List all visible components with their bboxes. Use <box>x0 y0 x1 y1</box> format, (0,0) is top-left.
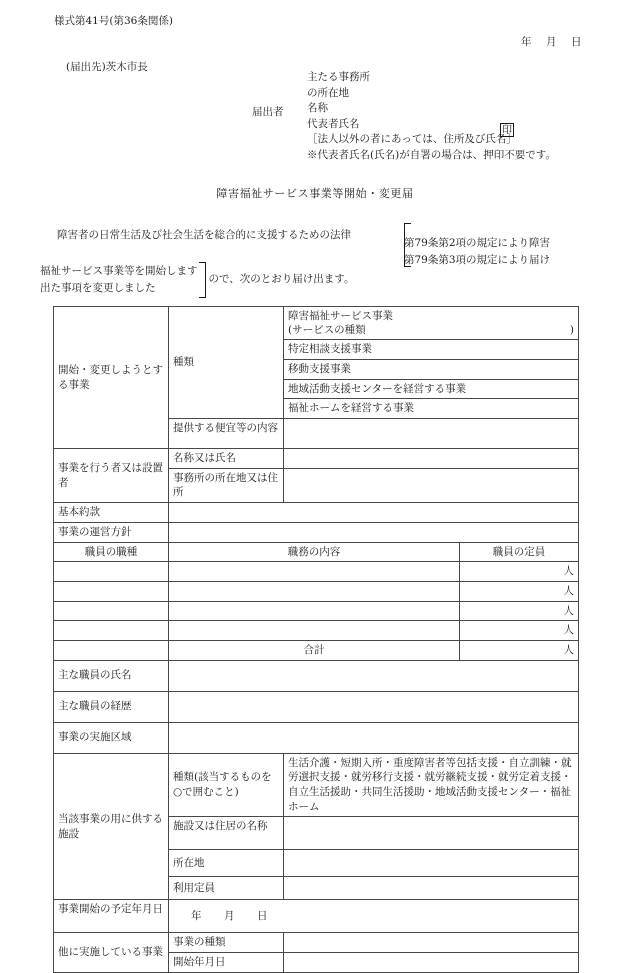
intro-action-option-1: 福祉サービス事業等を開始します <box>40 265 198 278</box>
date-month-label: 月 <box>546 36 557 48</box>
submitter-note-seal: ※代表者氏名(氏名)が自署の場合は、押印不要です。 <box>307 148 556 161</box>
cell-staff-names-label: 主な職員の氏名 <box>54 660 169 691</box>
cell-operator-label: 事業を行う者又は設置者 <box>54 449 169 503</box>
table-row <box>54 722 579 753</box>
cell-staff-header-jobtype: 職員の職種 <box>54 542 169 562</box>
table-row <box>54 449 579 469</box>
cell-staff-jobtype[interactable] <box>54 581 169 601</box>
cell-policy-value[interactable] <box>169 522 579 542</box>
cell-staff-count[interactable]: 人 <box>460 601 579 621</box>
type-option-1-line2-left: (サービスの種類 <box>288 324 366 337</box>
date-day-label: 日 <box>571 36 582 48</box>
cell-type-option-1 <box>284 307 579 340</box>
cell-facility-name-label: 施設又は住居の名称 <box>169 817 284 850</box>
intro-clause-option-2: 第79条第3項の規定により届け <box>404 254 551 267</box>
cell-start-date-label: 事業開始の予定年月日 <box>54 900 169 933</box>
cell-facility-type-value: 生活介護・短期入所・重度障害者等包括支援・自立訓練・就労選択支援・就労移行支援・就労継続支援・就労定着支援・自立生活援助・共同生活援助・地域活動支援センター・福祉ホーム <box>284 753 579 817</box>
header-date-line <box>0 35 582 50</box>
cell-type-label: 種類 <box>169 307 284 419</box>
cell-staff-count[interactable]: 人 <box>460 581 579 601</box>
cell-benefit-value[interactable] <box>284 419 579 449</box>
cell-facility-type-label: 種類(該当するものを○で囲むこと) <box>169 753 284 817</box>
cell-staff-duties[interactable] <box>169 581 460 601</box>
cell-staff-total-count[interactable]: 人 <box>460 640 579 660</box>
cell-operator-address-label: 事務所の所在地又は住所 <box>169 468 284 502</box>
table-row <box>54 562 579 582</box>
table-row <box>54 660 579 691</box>
cell-operator-name-value[interactable] <box>284 449 579 469</box>
table-row <box>54 621 579 641</box>
cell-other-label: 他に実施している事業 <box>54 933 169 972</box>
cell-staff-header-duties: 職務の内容 <box>169 542 460 562</box>
date-year-label: 年 <box>521 36 532 48</box>
submitter-office-line2: の所在地 <box>307 86 349 99</box>
cell-operator-address-value[interactable] <box>284 468 579 502</box>
table-row <box>54 933 579 953</box>
cell-business-label: 開始・変更しようとする事業 <box>54 307 169 449</box>
cell-type-option-5: 福祉ホームを経営する事業 <box>284 399 579 419</box>
cell-staff-duties[interactable] <box>169 562 460 582</box>
cell-operator-name-label: 名称又は氏名 <box>169 449 284 469</box>
cell-benefit-label: 提供する便宜等の内容 <box>169 419 284 449</box>
cell-facility-label: 当該事業の用に供する施設 <box>54 753 169 900</box>
cell-staff-jobtype[interactable] <box>54 601 169 621</box>
submitter-office-line1: 主たる事務所 <box>307 71 370 83</box>
intro-line-1: 障害者の日常生活及び社会生活を総合的に支援するための法律 <box>57 229 351 241</box>
submitter-label: 届出者 <box>252 106 284 118</box>
submitter-name-label: 名称 <box>307 102 328 115</box>
cell-other-startdate-value[interactable] <box>284 953 579 973</box>
cell-staff-duties[interactable] <box>169 621 460 641</box>
cell-facility-name-value[interactable] <box>284 817 579 850</box>
cell-other-startdate-label: 開始年月日 <box>169 953 284 973</box>
cell-policy-label: 事業の運営方針 <box>54 522 169 542</box>
cell-staff-jobtype[interactable] <box>54 562 169 582</box>
submitter-representative-label: 代表者氏名 <box>307 117 360 130</box>
start-date-day-label: 日 <box>257 910 268 923</box>
seal-stamp-box: 印 <box>502 125 512 136</box>
type-option-1-line1: 障害福祉サービス事業 <box>288 310 393 322</box>
cell-type-option-3: 移動支援事業 <box>284 360 579 380</box>
cell-staff-jobtype[interactable] <box>54 621 169 641</box>
cell-staff-career-value[interactable] <box>169 691 579 722</box>
bracket-shape-left <box>199 262 206 298</box>
cell-type-option-4: 地域活動支援センターを経営する事業 <box>284 379 579 399</box>
cell-other-type-value[interactable] <box>284 933 579 953</box>
intro-line-2-group <box>40 262 354 298</box>
cell-facility-capacity-value[interactable] <box>284 877 579 900</box>
form-table <box>53 306 579 973</box>
cell-staff-total-blank <box>54 640 169 660</box>
table-row <box>54 900 579 933</box>
table-row <box>54 522 579 542</box>
cell-staff-header-count: 職員の定員 <box>460 542 579 562</box>
table-row <box>54 753 579 817</box>
cell-other-type-label: 事業の種類 <box>169 933 284 953</box>
table-row <box>54 640 579 660</box>
table-row <box>54 542 579 562</box>
submitter-note-bracket: ［法人以外の者にあっては、住所及び氏名］ <box>307 133 517 146</box>
cell-articles-label: 基本約款 <box>54 503 169 523</box>
cell-staff-names-value[interactable] <box>169 660 579 691</box>
table-row <box>54 581 579 601</box>
cell-area-label: 事業の実施区域 <box>54 722 169 753</box>
start-date-year-label: 年 <box>191 910 202 923</box>
intro-action-option-2: 出た事項を変更しました <box>40 282 156 294</box>
cell-articles-value[interactable] <box>169 503 579 523</box>
intro-clause-option-1: 第79条第2項の規定により障害 <box>404 237 551 250</box>
cell-area-value[interactable] <box>169 722 579 753</box>
cell-staff-total-label: 合計 <box>169 640 460 660</box>
table-row <box>54 307 579 340</box>
cell-staff-career-label: 主な職員の経歴 <box>54 691 169 722</box>
cell-staff-duties[interactable] <box>169 601 460 621</box>
page-title: 障害福祉サービス事業等開始・変更届 <box>216 187 414 200</box>
table-row <box>54 601 579 621</box>
cell-facility-address-label: 所在地 <box>169 850 284 877</box>
cell-facility-address-value[interactable] <box>284 850 579 877</box>
cell-type-option-2: 特定相談支援事業 <box>284 340 579 360</box>
intro-tail: ので、次のとおり届け出ます。 <box>208 273 355 286</box>
cell-staff-count[interactable]: 人 <box>460 562 579 582</box>
table-row <box>54 691 579 722</box>
table-row <box>54 503 579 523</box>
addressee: (届出先)茨木市長 <box>66 61 148 73</box>
type-option-1-line2-right: ) <box>569 324 574 337</box>
submitter-fields <box>307 70 556 163</box>
cell-start-date-value[interactable] <box>169 900 579 933</box>
start-date-month-label: 月 <box>224 910 235 923</box>
form-number: 様式第41号(第36条関係) <box>54 15 173 27</box>
intro-right-bracket-group <box>404 220 550 269</box>
cell-staff-count[interactable]: 人 <box>460 621 579 641</box>
bracket-shape-right <box>404 223 411 267</box>
cell-facility-capacity-label: 利用定員 <box>169 877 284 900</box>
